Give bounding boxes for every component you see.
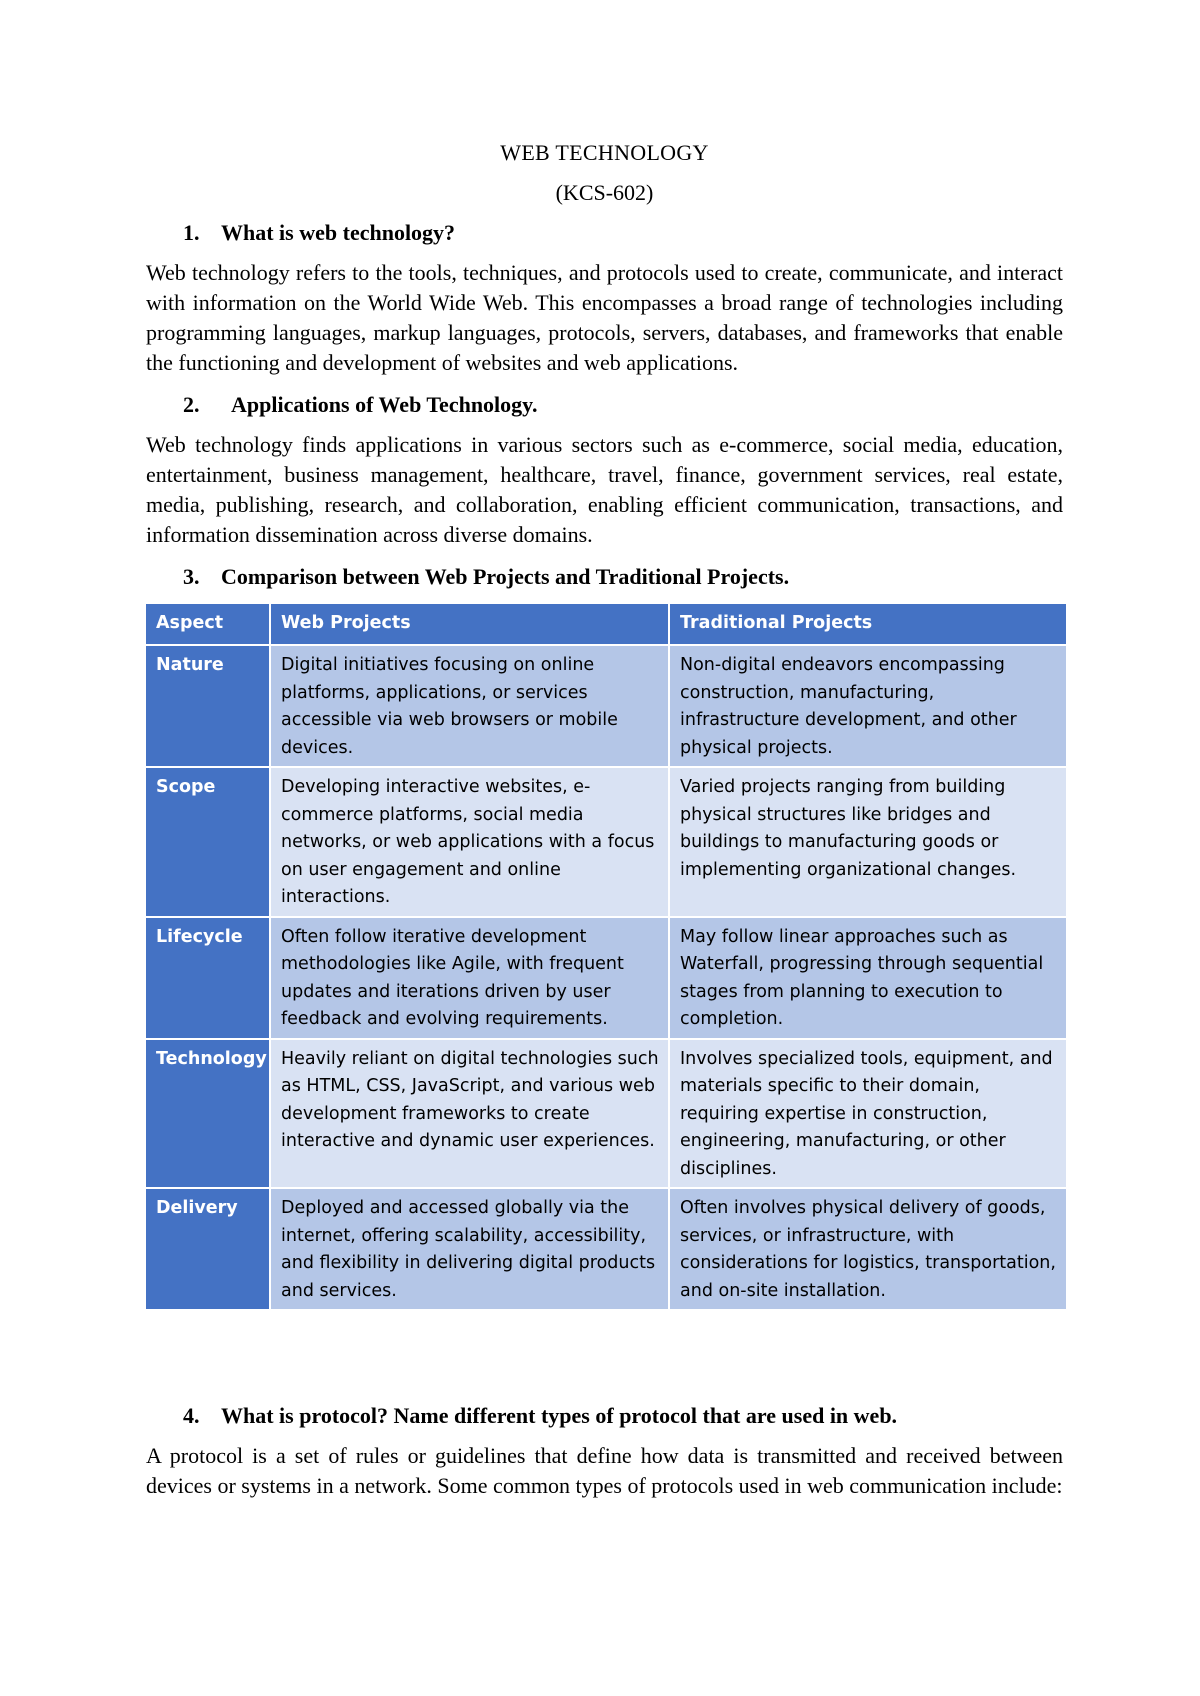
header-aspect: Aspect <box>145 603 270 645</box>
question-2-heading <box>146 392 1063 418</box>
row-aspect: Nature <box>145 645 270 767</box>
document-content <box>146 140 1063 1515</box>
question-4-heading <box>146 1403 1063 1429</box>
course-code: (KCS-602) <box>555 180 654 205</box>
document-title: WEB TECHNOLOGY <box>500 140 709 165</box>
row-web: Often follow iterative development methodologies like Agile, with frequent updates and iterations driven by user feedback and evolving requirements. <box>270 917 669 1039</box>
table-row <box>145 1039 1067 1189</box>
row-traditional: Non-digital endeavors encompassing construction, manufacturing, infrastructure development, and other physical projects. <box>669 645 1067 767</box>
question-1-number: 1. <box>183 220 200 245</box>
header-traditional-projects: Traditional Projects <box>669 603 1067 645</box>
row-web: Deployed and accessed globally via the internet, offering scalability, accessibility, and flexibility in delivering digital products and services. <box>270 1188 669 1310</box>
header-web-projects: Web Projects <box>270 603 669 645</box>
spacer <box>146 1311 1063 1403</box>
question-3-text: Comparison between Web Projects and Traditional Projects. <box>221 564 790 589</box>
row-aspect: Delivery <box>145 1188 270 1310</box>
row-web: Digital initiatives focusing on online platforms, applications, or services accessible via web browsers or mobile devices. <box>270 645 669 767</box>
question-3-heading <box>146 564 1063 590</box>
table-row <box>145 1188 1067 1310</box>
question-1-heading <box>146 220 1063 246</box>
row-traditional: Varied projects ranging from building physical structures like bridges and buildings to manufacturing goods or implementing organizational changes. <box>669 767 1067 917</box>
table-header-row <box>145 603 1067 645</box>
table-row <box>145 917 1067 1039</box>
row-traditional: Involves specialized tools, equipment, and materials specific to their domain, requiring expertise in construction, engineering, manufacturing, or other disciplines. <box>669 1039 1067 1189</box>
row-web: Developing interactive websites, e-commerce platforms, social media networks, or web applications with a focus on user engagement and online interactions. <box>270 767 669 917</box>
question-4-number: 4. <box>183 1403 200 1428</box>
row-aspect: Technology <box>145 1039 270 1189</box>
question-4-answer: A protocol is a set of rules or guidelines that define how data is transmitted and received between devices or systems in a network. Some common types of protocols used in web communication include: <box>146 1443 1063 1498</box>
table-row <box>145 767 1067 917</box>
question-2-answer: Web technology finds applications in various sectors such as e-commerce, social media, education, entertainment, business management, healthcare, travel, finance, government services, real estate, media, publishing, research, and collaboration, enabling efficient communication, transactions, and information dissemination across diverse domains. <box>146 432 1063 547</box>
comparison-table <box>144 602 1068 1311</box>
row-aspect: Lifecycle <box>145 917 270 1039</box>
row-aspect: Scope <box>145 767 270 917</box>
question-2-number: 2. <box>183 392 200 417</box>
table-row <box>145 645 1067 767</box>
row-web: Heavily reliant on digital technologies such as HTML, CSS, JavaScript, and various web development frameworks to create interactive and dynamic user experiences. <box>270 1039 669 1189</box>
question-4-text: What is protocol? Name different types of protocol that are used in web. <box>221 1403 898 1428</box>
question-2-text: Applications of Web Technology. <box>231 392 538 417</box>
row-traditional: Often involves physical delivery of goods, services, or infrastructure, with considerations for logistics, transportation, and on-site installation. <box>669 1188 1067 1310</box>
question-3-number: 3. <box>183 564 200 589</box>
row-traditional: May follow linear approaches such as Waterfall, progressing through sequential stages from planning to execution to completion. <box>669 917 1067 1039</box>
question-1-text: What is web technology? <box>221 220 456 245</box>
question-1-answer: Web technology refers to the tools, techniques, and protocols used to create, communicate, and interact with information on the World Wide Web. This encompasses a broad range of technologies including programming languages, markup languages, protocols, servers, databases, and frameworks that enable the functioning and development of websites and web applications. <box>146 260 1063 375</box>
